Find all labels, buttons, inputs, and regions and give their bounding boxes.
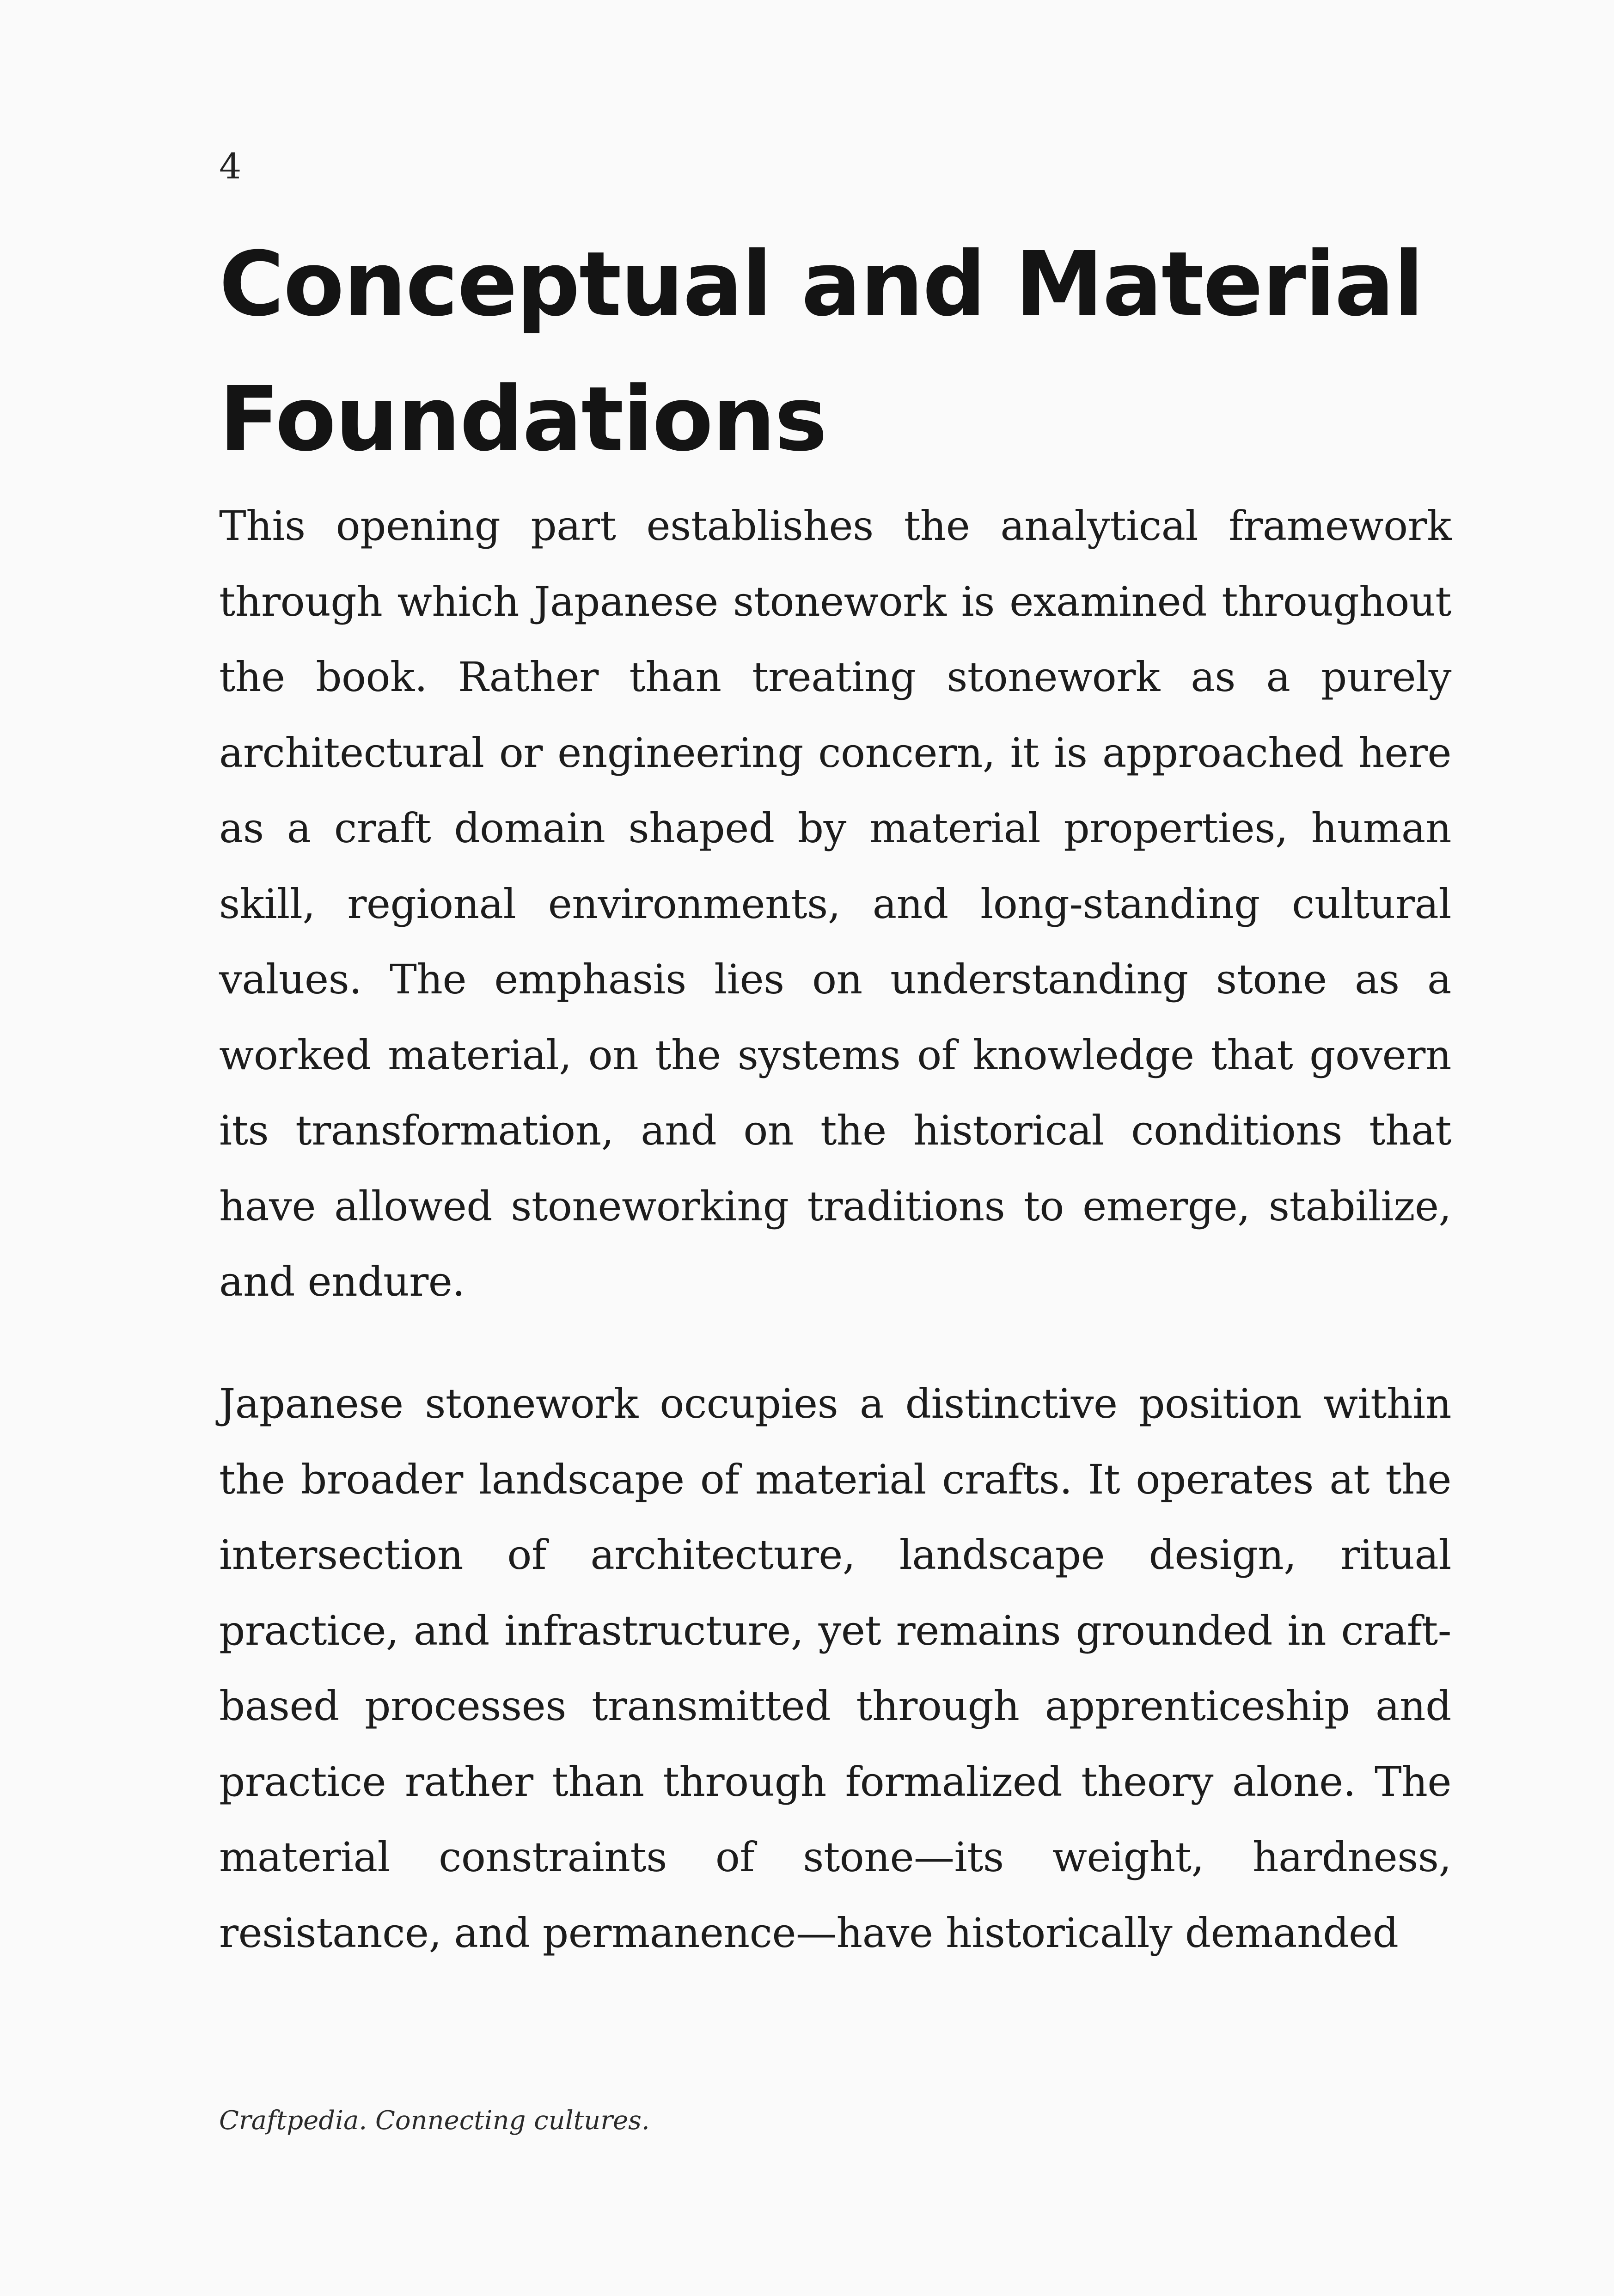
footer-tagline: Craftpedia. Connecting cultures. bbox=[219, 2106, 650, 2136]
body-paragraph-2: Japanese stonework occupies a distinctive position within the broader landscape of material crafts. It operates at the intersection of architecture, landscape design, ritual practice, and infrastructure, yet remains grounded in craft-based processes transmitted through apprenticeship and practice rather than through formalized theory alone. The material constraints of stone—its weight, hardness, resistance, and permanence—have historically demanded bbox=[219, 1380, 1451, 1957]
chapter-title-line-2: Foundations bbox=[219, 368, 827, 471]
body-paragraph-1: This opening part establishes the analytical framework through which Japanese stonework is examined throughout the book. Rather than treating stonework as a purely architectural or engineering concern, it is approached here as a craft domain shaped by material properties, human skill, regional environments, and long-standing cultural values. The emphasis lies on understanding stone as a worked material, on the systems of knowledge that govern its transformation, and on the historical conditions that have allowed stoneworking traditions to emerge, stabilize, and endure. bbox=[219, 502, 1451, 1305]
chapter-title bbox=[219, 217, 1467, 487]
page-number: 4 bbox=[219, 146, 242, 187]
chapter-title-line-1: Conceptual and Material bbox=[219, 233, 1423, 336]
